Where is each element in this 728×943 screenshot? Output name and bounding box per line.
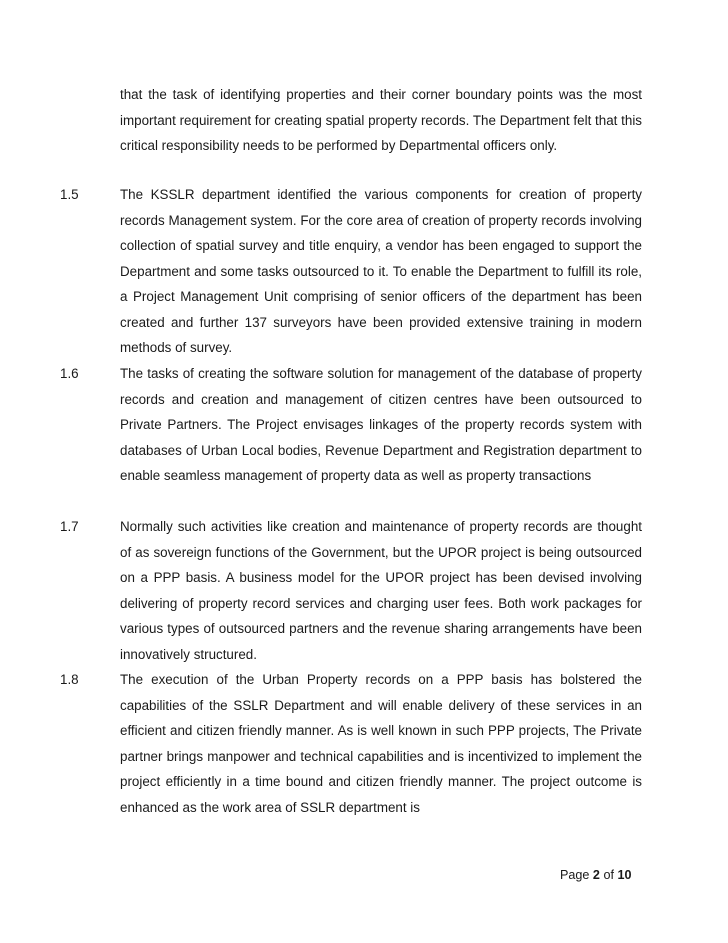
footer-of-label: of	[603, 868, 614, 882]
paragraph-number-1-5: 1.5	[60, 187, 79, 202]
paragraph-1-5: The KSSLR department identified the various components for creation of property records Management system. For the core area of creation of property records involving collection of spatial survey and title enquiry, a vendor has been engaged to support the Department and some tasks outsourced to it. To enable the Department to fulfill its role, a Project Management Unit comprising of senior officers of the department has been created and further 137 surveyors have been provided extensive training in modern methods of survey.	[120, 187, 642, 355]
paragraph-1-8: The execution of the Urban Property records on a PPP basis has bolstered the capabilities of the SSLR Department and will enable delivery of these services in an efficient and citizen friendly manner. As is well known in such PPP projects, The Private partner brings manpower and technical capabilities and is incentivized to implement the project efficiently in a time bound and citizen friendly manner. The project outcome is enhanced as the work area of SSLR department is	[120, 672, 642, 815]
paragraph-1-6: The tasks of creating the software solution for management of the database of property records and creation and management of citizen centres have been outsourced to Private Partners. The Project envisages linkages of the property records system with databases of Urban Local bodies, Revenue Department and Registration department to enable seamless management of property data as well as property transactions	[120, 366, 642, 483]
footer-current-page: 2	[592, 868, 600, 882]
paragraph-number-1-8: 1.8	[60, 672, 79, 687]
paragraph-continuation: that the task of identifying properties and their corner boundary points was the most important requirement for creating spatial property records. The Department felt that this critical responsibility needs to be performed by Departmental officers only.	[120, 87, 642, 153]
paragraph-number-1-6: 1.6	[60, 366, 79, 381]
page-footer	[560, 868, 631, 882]
paragraph-1-7: Normally such activities like creation and maintenance of property records are thought of as sovereign functions of the Government, but the UPOR project is being outsourced on a PPP basis. A business model for the UPOR project has been devised involving delivering of property record services and charging user fees. Both work packages for various types of outsourced partners and the revenue sharing arrangements have been innovatively structured.	[120, 519, 642, 662]
footer-page-label: Page	[560, 868, 590, 882]
footer-total-pages: 10	[617, 868, 632, 882]
paragraph-number-1-7: 1.7	[60, 519, 79, 534]
